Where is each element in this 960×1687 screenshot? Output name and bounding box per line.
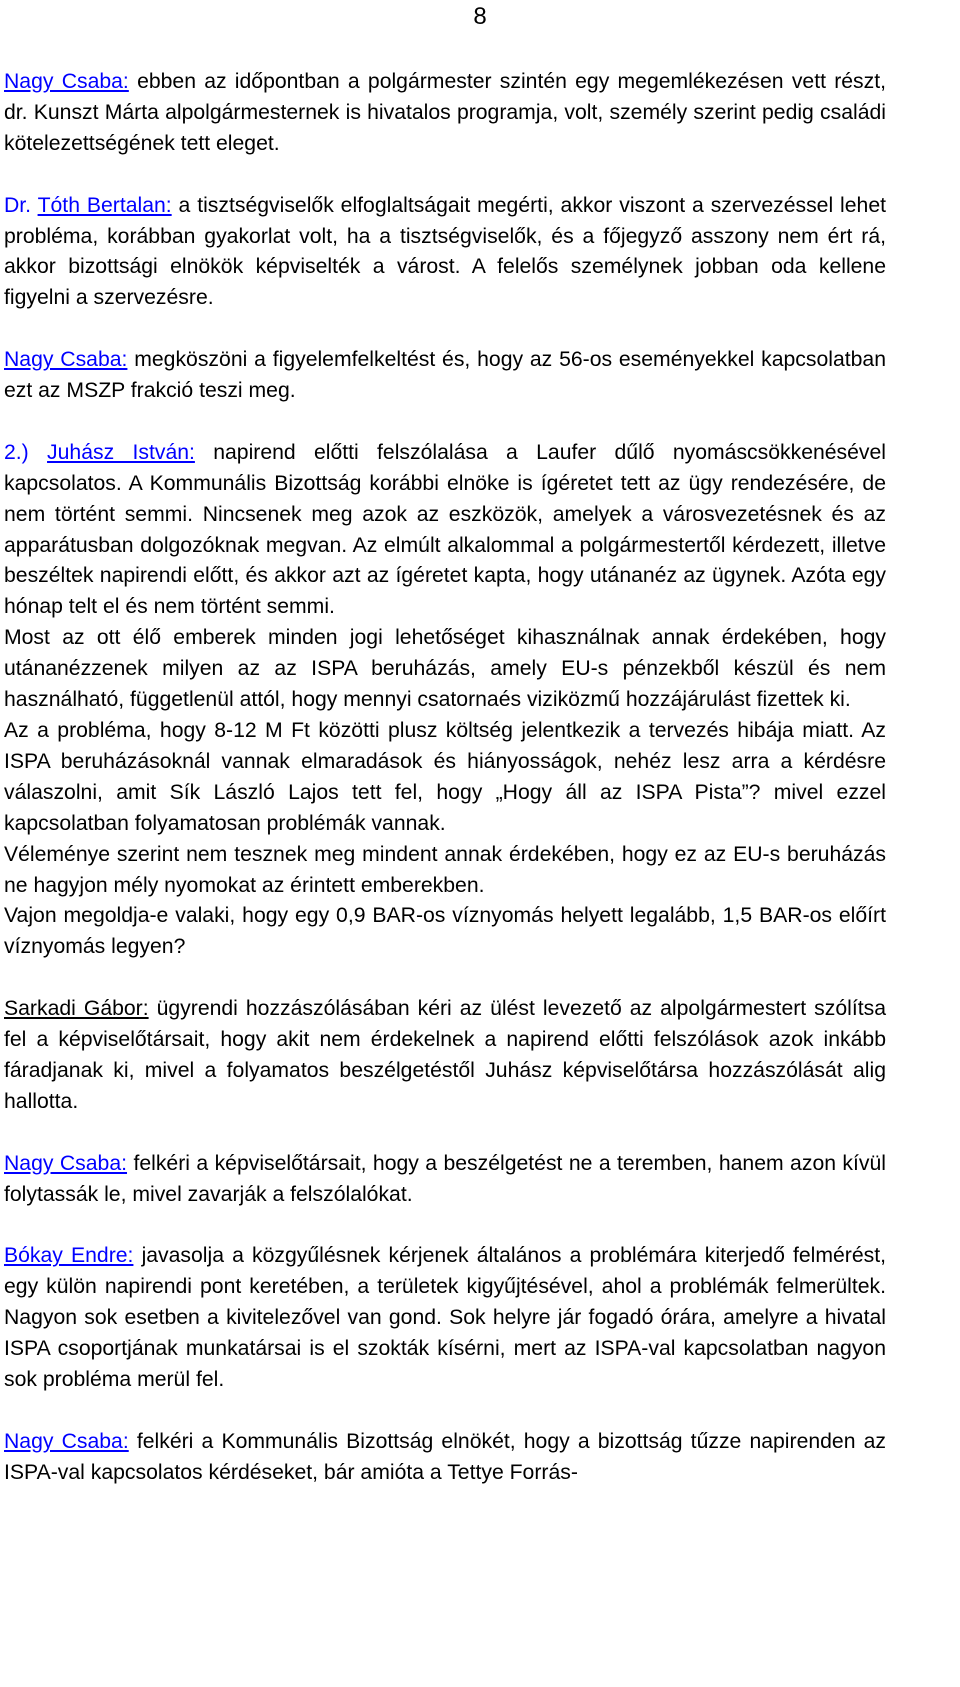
paragraph-nagy-1 <box>4 67 886 160</box>
paragraph-juhasz-3: Az a probléma, hogy 8-12 M Ft közötti plusz költség jelentkezik a tervezés hibája miatt. Az ISPA beruházásoknál vannak elmaradások és hiányosságok, nehéz lesz arra a kérdésre válaszolni, amit Sík László Lajos tett fel, hogy „Hogy áll az ISPA Pista”? mivel ezzel kapcsolatban folyamatosan problémák vannak. <box>4 718 886 835</box>
paragraph-text: megköszöni a figyelemfelkeltést és, hogy az 56-os eseményekkel kapcsolatban ezt az MSZP frakció teszi meg. <box>4 348 887 403</box>
speaker-name: Nagy Csaba: <box>4 70 129 93</box>
agenda-item-number: 2.) <box>4 440 29 464</box>
paragraph-juhasz-5: Vajon megoldja-e valaki, hogy egy 0,9 BAR-os víznyomás helyett legalább, 1,5 BAR-os előírt víznyomás legyen? <box>4 904 886 959</box>
paragraph-juhasz-2: Most az ott élő emberek minden jogi lehetőséget kihasználnak annak érdekében, hogy utánanézzenek milyen az az ISPA beruházás, amely EU-s pénzekből készül és nem használható, függetlenül attól, hogy mennyi csatornaés viziközmű hozzájárulást fizettek ki. <box>4 626 886 712</box>
document-body <box>4 67 886 1489</box>
paragraph-text: felkéri a Kommunális Bizottság elnökét, hogy a bizottság tűzze napirenden az ISPA-val kapcsolatos kérdéseket, bár amióta a Tettye Forrás- <box>4 1429 886 1484</box>
paragraph-text: napirend előtti felszólalása a Laufer dűlő nyomáscsökkenésével kapcsolatos. A Kommunális Bizottság korábbi elnöke is ígéretet tett az ügy rendezésére, de nem történt semmi. Nincsenek meg azok az eszközök, amelyek a városvezetésnek és az apparátusban dolgozóknak megvan. Az elmúlt alkalommal a polgármestertől kérdezett, illetve beszéltek napirendi előtt, és akkor azt az ígéretet kapta, hogy utánanéz az ügynek. Azóta egy hónap telt el és nem történt semmi. <box>4 440 887 619</box>
paragraph-nagy-4 <box>4 1427 886 1489</box>
page-number: 8 <box>473 3 487 30</box>
paragraph-nagy-2 <box>4 345 886 407</box>
paragraph-nagy-3 <box>4 1149 886 1211</box>
paragraph-sarkadi <box>4 994 886 1118</box>
speaker-title: Dr. <box>4 193 32 217</box>
speaker-name: Nagy Csaba: <box>4 348 128 372</box>
paragraph-toth <box>4 191 886 315</box>
paragraph-text: javasolja a közgyűlésnek kérjenek általános a problémára kiterjedő felmérést, egy külön napirendi pont keretében, a területek kigyűjtésével, ahol a problémák felmerültek. Nagyon sok esetben a kivitelezővel van gond. Sok helyre jár fogadó órára, amelyre a hivatal ISPA csoportjának munkatársai is el szokták kísérni, mert az ISPA-val kapcsolatban nagyon sok probléma merül fel. <box>4 1244 887 1391</box>
paragraph-text: ebben az időpontban a polgármester szintén egy megemlékezésen vett részt, dr. Kunszt Márta alpolgármesternek is hivatalos programja, volt, személy szerint pedig családi kötelezettségének tett eleget. <box>4 70 886 155</box>
paragraph-juhasz <box>4 438 886 623</box>
paragraph-text: a tisztségviselők elfoglaltságait megérti, akkor viszont a szervezéssel lehet probléma, korábban gyakorlat volt, ha a tisztségviselők, és a főjegyző asszony nem ért rá, akkor bizottsági elnökök képviselték a várost. A felelős személynek jobban oda kellene figyelni a szervezésre. <box>4 193 886 310</box>
speaker-name: Sarkadi Gábor: <box>4 997 149 1021</box>
speaker-name: Juhász István: <box>47 440 195 464</box>
paragraph-juhasz-4: Véleménye szerint nem tesznek meg mindent annak érdekében, hogy ez az EU-s beruházás ne hagyjon mély nyomokat az érintett emberekben. <box>4 842 886 897</box>
paragraph-bokay <box>4 1241 886 1396</box>
speaker-name: Nagy Csaba: <box>4 1429 129 1453</box>
speaker-name: Bókay Endre: <box>4 1244 134 1268</box>
paragraph-text: felkéri a képviselőtársait, hogy a beszélgetést ne a teremben, hanem azon kívül folytassák le, mivel zavarják a felszólalókat. <box>4 1151 886 1206</box>
speaker-name: Nagy Csaba: <box>4 1151 128 1175</box>
paragraph-text: ügyrendi hozzászólásában kéri az ülést levezető az alpolgármestert szólítsa fel a képviselőtársait, hogy akit nem érdekelnek a napirend előtti felszólások azok inkább fáradjanak ki, mivel a folyamatos beszélgetéstől Juhász képviselőtársa hozzászólását alig hallotta. <box>4 997 886 1113</box>
speaker-name: Tóth Bertalan: <box>37 193 172 217</box>
